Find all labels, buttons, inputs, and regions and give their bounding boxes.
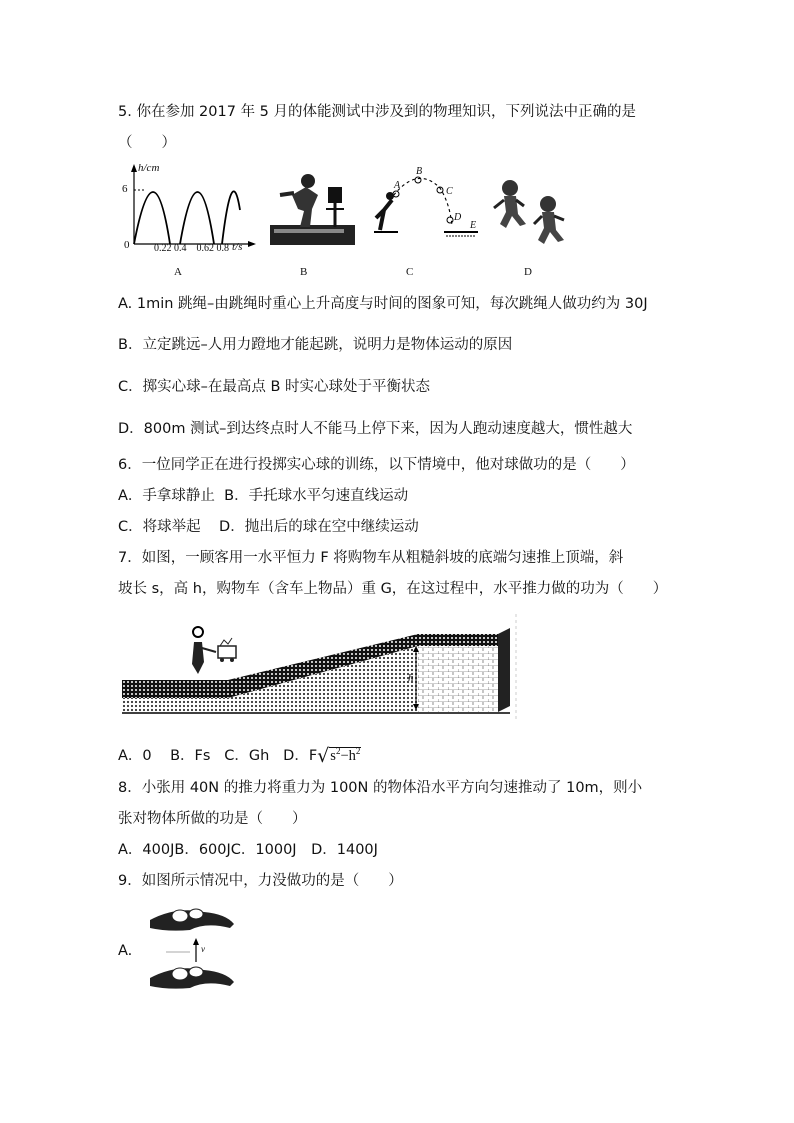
q8-stem-line2: 张对物体所做的功是（ ） xyxy=(118,811,307,827)
graph-xticks: 0.22 0.4 0.62 0.8 xyxy=(154,243,229,254)
q5-option-c: C．掷实心球–在最高点 B 时实心球处于平衡状态 xyxy=(118,379,431,395)
q7-option-a: A．0 xyxy=(118,747,152,764)
graph-ylabel: h/cm xyxy=(138,162,160,174)
q7-options xyxy=(118,742,361,765)
q5-figure-c xyxy=(370,166,490,280)
q7-option-b: B．Fs xyxy=(170,747,211,764)
runners-image xyxy=(492,176,582,256)
jump-rope-graph xyxy=(118,160,258,280)
graph-ymax: 6 xyxy=(122,183,128,195)
q7-option-d-prefix: D．F xyxy=(283,747,318,764)
sqrt-radicand xyxy=(329,747,361,764)
q5-stem: 5. 你在参加 2017 年 5 月的体能测试中涉及到的物理知识，下列说法中正确的是 xyxy=(118,104,637,120)
q6-stem: 6．一位同学正在进行投掷实心球的训练，以下情境中，他对球做功的是（ ） xyxy=(118,457,635,473)
q8-options: A．400JB．600JC．1000J D．1400J xyxy=(118,842,378,858)
point-c: C xyxy=(446,186,453,197)
graph-origin: 0 xyxy=(124,239,130,251)
q7-option-c: C．Gh xyxy=(224,747,270,764)
caption-c: C xyxy=(406,266,414,278)
slope-shopping-cart-image xyxy=(118,612,523,724)
long-jump-image xyxy=(268,165,358,255)
q7-stem-line1: 7．如图，一顾客用一水平恒力 F 将购物车从粗糙斜坡的底端匀速推上顶端，斜 xyxy=(118,550,624,566)
caption-b: B xyxy=(300,266,308,278)
q7-option-d xyxy=(283,744,361,767)
q5-option-d: D．800m 测试–到达终点时人不能马上停下来，因为人跑动速度越大，惯性越大 xyxy=(118,421,633,437)
q7-figure-slope xyxy=(118,612,523,724)
radicand-exp1: 2 xyxy=(335,746,341,756)
q9-figure-a xyxy=(146,900,238,996)
q5-figure-b xyxy=(268,165,358,280)
q9-stem: 9．如图所示情况中，力没做功的是（ ） xyxy=(118,873,403,889)
point-b: B xyxy=(416,166,423,177)
point-d: D xyxy=(454,212,462,223)
q5-paren: （ ） xyxy=(118,135,176,151)
q5-option-a: A. 1min 跳绳–由跳绳时重心上升高度与时间的图象可知，每次跳绳人做功约为 30J xyxy=(118,296,648,312)
q9-option-a-label: A. xyxy=(118,943,133,959)
caption-d: D xyxy=(524,266,532,278)
hands-lifting-image xyxy=(146,900,238,996)
height-label: h xyxy=(408,672,414,684)
q5-option-b: B．立定跳远–人用力蹬地才能起跳，说明力是物体运动的原因 xyxy=(118,337,513,353)
radicand-h: −h xyxy=(340,747,356,764)
point-a: A xyxy=(394,180,401,191)
graph-xlabel: t/s xyxy=(232,241,243,253)
shot-put-trajectory xyxy=(370,170,490,250)
radicand-exp2: 2 xyxy=(355,746,361,756)
caption-a: A xyxy=(174,266,182,278)
q7-stem-line2: 坡长 s，高 h，购物车（含车上物品）重 G，在这过程中，水平推力做的功为（ ） xyxy=(118,581,668,597)
q6-options-line2: C．将球举起 D．抛出后的球在空中继续运动 xyxy=(118,519,419,535)
velocity-label: v xyxy=(201,944,205,954)
radicand-s: s xyxy=(330,747,336,764)
sqrt-sign: √ xyxy=(317,744,330,767)
q6-options-line1: A．手拿球静止 B．手托球水平匀速直线运动 xyxy=(118,488,409,504)
q5-figure-d xyxy=(492,176,582,280)
point-e: E xyxy=(470,220,477,231)
q8-stem-line1: 8．小张用 40N 的推力将重力为 100N 的物体沿水平方向匀速推动了 10m，则小 xyxy=(118,780,643,796)
q5-figure-a xyxy=(118,160,258,280)
